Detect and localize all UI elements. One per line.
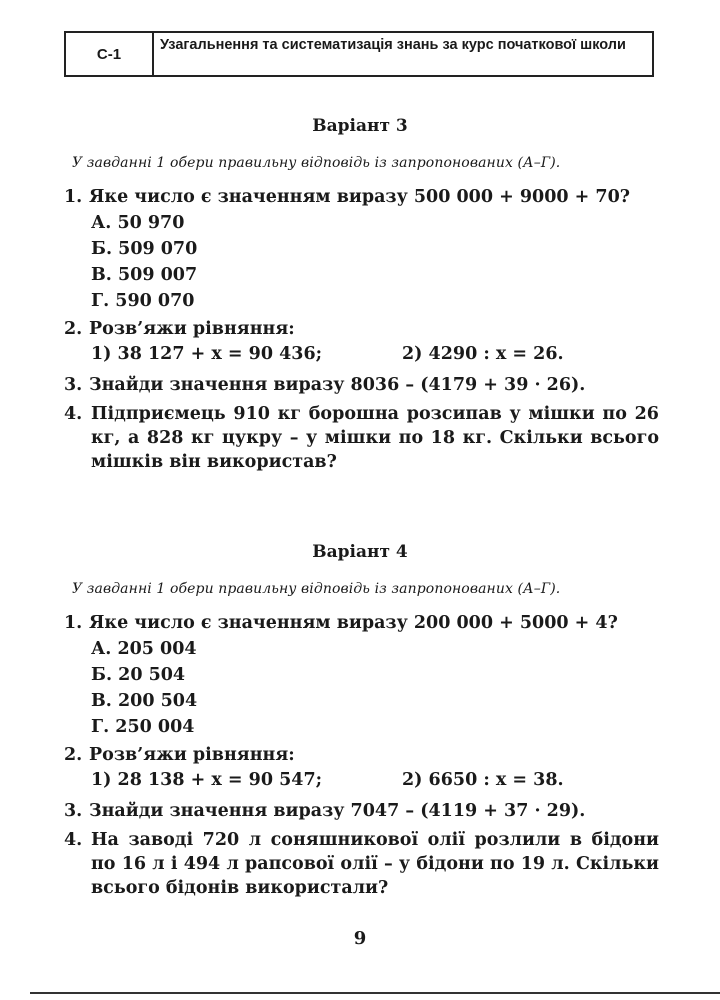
section-code: С-1: [66, 33, 154, 75]
variant-3-task-3: [64, 372, 664, 398]
section-title: Узагальнення та систематизація знань за курс початкової школи: [160, 37, 626, 53]
task-text: Знайди значення виразу 7047 – (4119 + 37 · 29).: [89, 801, 586, 821]
variant-4-equation-2: 2) 6650 : x = 38.: [402, 770, 564, 790]
variant-4-task-1: [64, 610, 664, 636]
page-number: 9: [353, 928, 367, 949]
task-text: На заводі 720 л соняшникової олії розлили в бідони по 16 л і 494 л рапсової олії – у бідони по 19 л. Скільки всього бідонів використали?: [91, 830, 659, 898]
variant-3-equation-1: 1) 38 127 + x = 90 436;: [91, 344, 323, 364]
variant-3-task-4: [64, 402, 659, 474]
task-text: Розв’яжи рівняння:: [89, 745, 295, 765]
variant-4-task-2: [64, 742, 664, 768]
task-number: 4.: [64, 404, 83, 424]
variant-3-title: Варіант 3: [312, 116, 408, 136]
variant-4-task-4: [64, 828, 659, 900]
variant-3-task-2: [64, 316, 664, 342]
variant-3-option-c: В. 509 007: [91, 265, 198, 285]
variant-4-option-c: В. 200 504: [91, 691, 198, 711]
section-header: [64, 31, 654, 77]
variant-4-option-b: Б. 20 504: [91, 665, 186, 685]
variant-4-instruction: У завданні 1 обери правильну відповідь із запропонованих (А–Г).: [72, 581, 561, 597]
task-number: 1.: [64, 187, 83, 207]
variant-4-title: Варіант 4: [312, 542, 408, 562]
variant-4-equation-1: 1) 28 138 + x = 90 547;: [91, 770, 323, 790]
variant-4-option-a: А. 205 004: [91, 639, 197, 659]
task-number: 3.: [64, 801, 83, 821]
task-text: Яке число є значенням виразу 500 000 + 9000 + 70?: [89, 187, 631, 207]
task-number: 1.: [64, 613, 83, 633]
page-bottom-rule: [30, 992, 720, 994]
task-text: Підприємець 910 кг борошна розсипав у мішки по 26 кг, а 828 кг цукру – у мішки по 18 кг. Скільки всього мішків він використав?: [91, 404, 659, 472]
task-text: Розв’яжи рівняння:: [89, 319, 295, 339]
variant-3-option-a: А. 50 970: [91, 213, 185, 233]
task-number: 2.: [64, 319, 83, 339]
variant-4-task-3: [64, 798, 664, 824]
variant-3-task-1: [64, 184, 664, 210]
task-text: Яке число є значенням виразу 200 000 + 5000 + 4?: [89, 613, 618, 633]
variant-3-equation-2: 2) 4290 : x = 26.: [402, 344, 564, 364]
variant-3-instruction: У завданні 1 обери правильну відповідь із запропонованих (А–Г).: [72, 155, 561, 171]
task-text: Знайди значення виразу 8036 – (4179 + 39 · 26).: [89, 375, 586, 395]
variant-4-option-d: Г. 250 004: [91, 717, 195, 737]
task-number: 3.: [64, 375, 83, 395]
task-number: 2.: [64, 745, 83, 765]
variant-3-option-d: Г. 590 070: [91, 291, 195, 311]
variant-3-option-b: Б. 509 070: [91, 239, 198, 259]
task-number: 4.: [64, 830, 83, 850]
